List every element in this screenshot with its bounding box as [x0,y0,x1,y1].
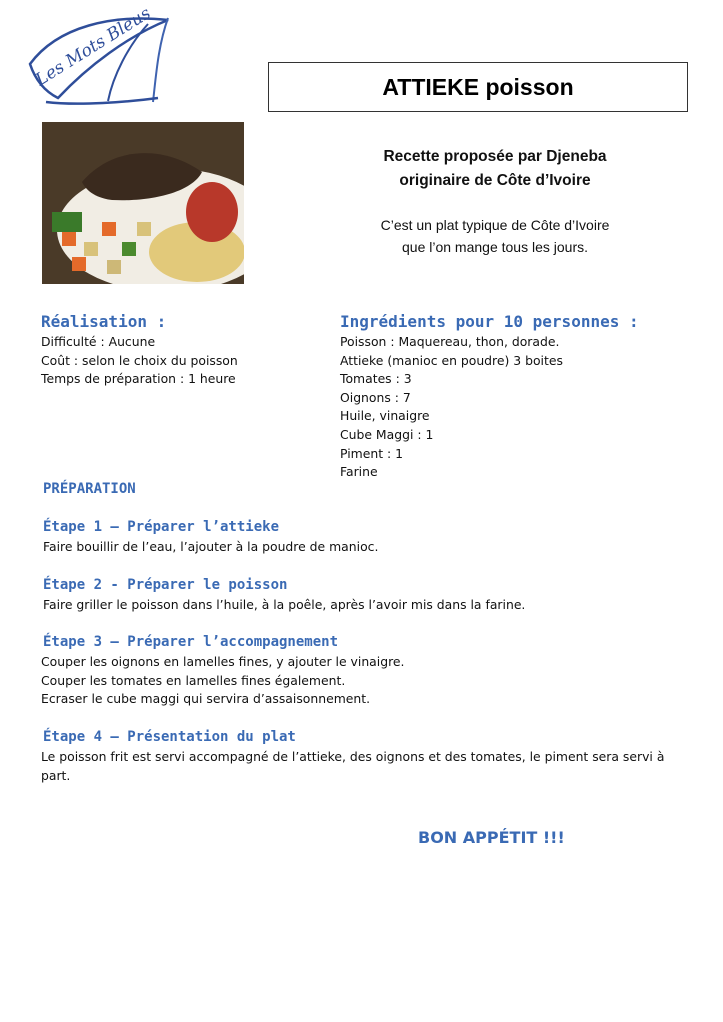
description-line-2: que l’on mange tous les jours. [402,239,588,255]
ingredients-heading: Ingrédients pour 10 personnes : [340,312,639,331]
ingredient-item: Oignons : 7 [340,389,411,405]
logo-sailboat-icon [18,6,178,116]
page-title: ATTIEKE poisson [382,73,574,100]
description-line-1: C’est un plat typique de Côte d’Ivoire [380,217,610,233]
step-3-title: Étape 3 – Préparer l’accompagnement [43,634,339,650]
realisation-difficulty: Difficulté : Aucune [41,334,156,349]
step-3-line: Couper les oignons en lamelles fines, y ajouter le vinaigre. [41,654,405,669]
intro-description [330,214,660,258]
ingredient-item: Poisson : Maquereau, thon, dorade. [340,334,560,349]
realisation-heading: Réalisation : [41,312,167,331]
closing-text: BON APPÉTIT !!! [418,828,565,847]
ingredient-item: Piment : 1 [340,445,403,461]
title-box [268,62,688,112]
step-4-title: Étape 4 – Présentation du plat [43,729,296,745]
author-line-1: Recette proposée par Djeneba [383,148,607,165]
step-2-title: Étape 2 - Préparer le poisson [43,577,288,593]
ingredient-item: Farine [340,464,378,480]
ingredients-list [340,333,563,482]
step-1-title: Étape 1 – Préparer l’attieke [43,519,280,535]
author-line-2: originaire de Côte d’Ivoire [399,172,591,189]
intro-author [330,145,660,193]
step-3-line: Couper les tomates en lamelles fines également. [41,672,346,688]
logo [18,6,178,116]
dish-photo [42,122,244,284]
realisation-cost: Coût : selon le choix du poisson [41,352,238,368]
ingredient-item: Huile, vinaigre [340,408,430,424]
step-1-text: Faire bouillir de l’eau, l’ajouter à la poudre de manioc. [43,539,379,554]
realisation-list [41,333,238,389]
ingredient-item: Cube Maggi : 1 [340,426,434,442]
realisation-time: Temps de préparation : 1 heure [41,371,236,387]
step-2-text: Faire griller le poisson dans l’huile, à la poêle, après l’avoir mis dans la farine. [43,597,526,612]
ingredient-item: Tomates : 3 [340,371,412,387]
step-3-line: Ecraser le cube maggi qui servira d’assaisonnement. [41,691,371,707]
step-4-text: Le poisson frit est servi accompagné de l’attieke, des oignons et des tomates, le piment sera servi à part. [41,749,665,783]
logo-text: Les Mots Bleus [32,6,155,91]
step-3-text [41,653,404,709]
preparation-heading: PRÉPARATION [43,481,136,497]
ingredient-item: Attieke (manioc en poudre) 3 boites [340,352,563,368]
